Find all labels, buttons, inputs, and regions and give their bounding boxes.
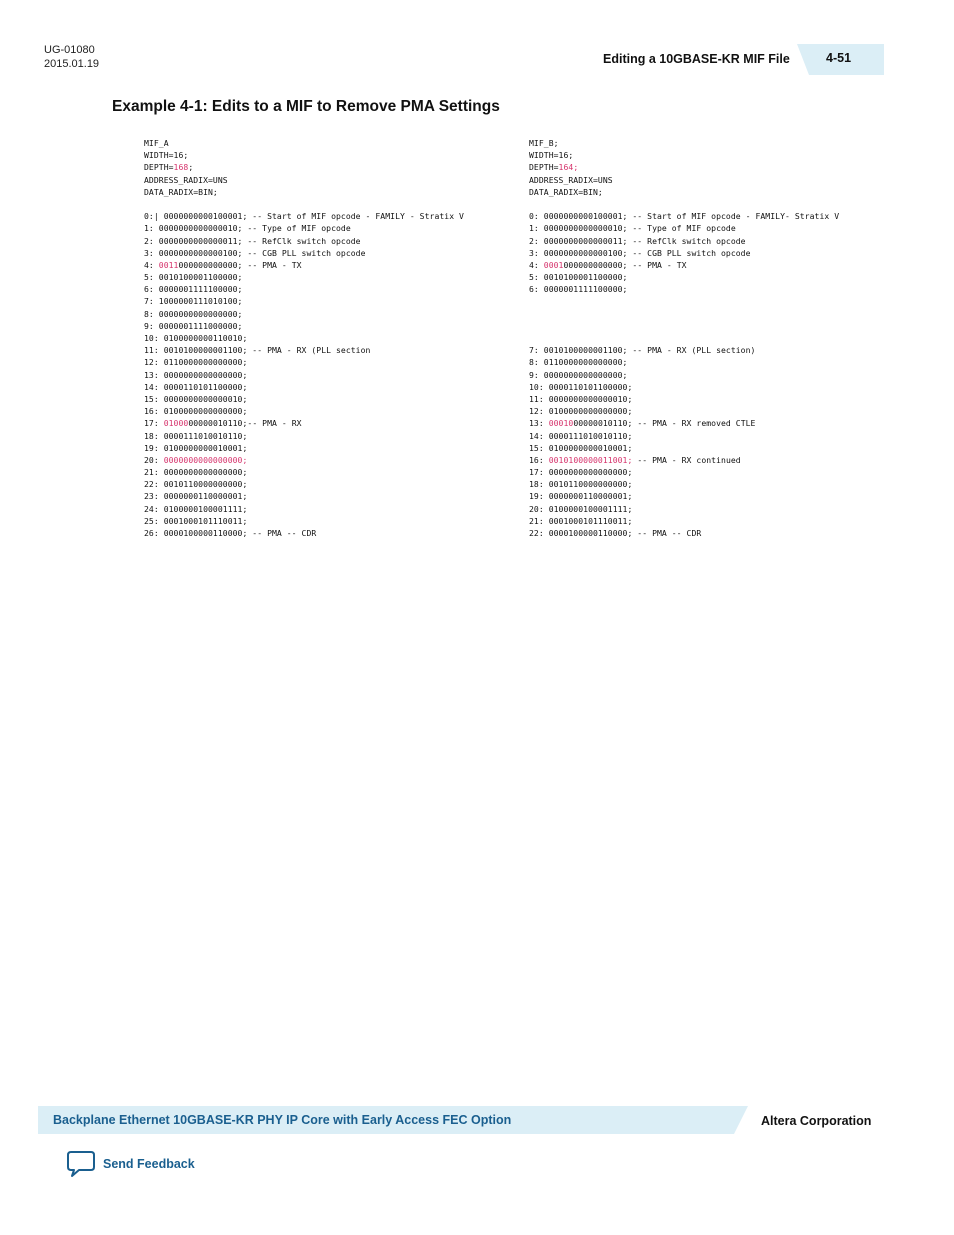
- mif-b-line: [529, 198, 839, 210]
- mif-a-line: [144, 295, 464, 307]
- mif-a-text: 12: 0110000000000000;: [144, 357, 248, 368]
- mif-b-line: [529, 356, 839, 368]
- mif-b-text: 6: 0000001111100000;: [529, 284, 628, 295]
- mif-a-text: 18: 0000111010010110;: [144, 430, 248, 441]
- mif-a-text: 21: 0000000000000000;: [144, 467, 248, 478]
- mif-b-highlight-text: 0010100000011001;: [548, 454, 633, 465]
- mif-a-line: [144, 515, 464, 527]
- send-feedback-link[interactable]: [66, 1150, 195, 1178]
- mif-b-text: 9: 0000000000000000;: [529, 369, 628, 380]
- mif-a-line: [144, 247, 464, 259]
- mif-a-text: 17:: [144, 418, 164, 429]
- mif-b-text: 000000000000; -- PMA - TX: [563, 259, 687, 270]
- mif-a-listing: [144, 137, 464, 539]
- mif-a-line: [144, 490, 464, 502]
- mif-a-highlight-text: 0011: [158, 259, 179, 270]
- company-name: Altera Corporation: [761, 1114, 872, 1128]
- mif-a-text: 0:| 0000000000100001; -- Start of MIF opcode - FAMILY - Stratix V: [144, 211, 464, 222]
- mif-a-line: [144, 198, 464, 210]
- mif-a-line: [144, 527, 464, 539]
- mif-b-line: [529, 283, 839, 295]
- mif-b-text: 16:: [529, 454, 549, 465]
- mif-a-text: 7: 1000000111010100;: [144, 296, 243, 307]
- mif-b-line: [529, 210, 839, 222]
- mif-b-text: 12: 0100000000000000;: [529, 406, 633, 417]
- document-id-block: [44, 43, 99, 71]
- mif-b-text: 2: 0000000000000011; -- RefClk switch opcode: [529, 235, 746, 246]
- mif-a-text: 22: 0010110000000000;: [144, 479, 248, 490]
- mif-b-text: DEPTH=: [529, 162, 559, 173]
- mif-a-line: [144, 271, 464, 283]
- mif-a-line: [144, 405, 464, 417]
- mif-a-text: 2: 0000000000000011; -- RefClk switch opcode: [144, 235, 361, 246]
- mif-b-line: [529, 527, 839, 539]
- mif-b-line: [529, 442, 839, 454]
- mif-b-line: [529, 247, 839, 259]
- mif-a-text: 15: 0000000000000010;: [144, 393, 248, 404]
- mif-b-text: 15: 0100000000010001;: [529, 442, 633, 453]
- speech-bubble-icon: [66, 1150, 96, 1178]
- mif-a-line: [144, 417, 464, 429]
- mif-a-line: [144, 149, 464, 161]
- mif-a-text: 16: 0100000000000000;: [144, 406, 248, 417]
- mif-a-line: [144, 174, 464, 186]
- mif-b-line: [529, 466, 839, 478]
- mif-a-line: [144, 308, 464, 320]
- mif-b-line: [529, 478, 839, 490]
- mif-b-line: [529, 308, 839, 320]
- mif-a-text: 4:: [144, 259, 159, 270]
- mif-b-line: [529, 381, 839, 393]
- mif-b-line: [529, 137, 839, 149]
- mif-b-line: [529, 222, 839, 234]
- mif-a-text: DEPTH=: [144, 162, 174, 173]
- mif-b-highlight-text: 164;: [558, 162, 579, 173]
- mif-a-text: MIF_A: [144, 138, 169, 148]
- mif-a-text: 20:: [144, 454, 164, 465]
- mif-a-line: [144, 210, 464, 222]
- mif-b-text: 0: 0000000000100001; -- Start of MIF opcode - FAMILY- Stratix V: [529, 211, 840, 222]
- mif-b-text: 21: 0001000101110011;: [529, 515, 633, 526]
- mif-a-text: 00000010110;-- PMA - RX: [188, 418, 302, 429]
- mif-b-line: [529, 161, 839, 173]
- mif-b-text: 19: 0000000110000001;: [529, 491, 633, 502]
- mif-a-line: [144, 503, 464, 515]
- mif-b-line: [529, 174, 839, 186]
- mif-a-text: 23: 0000000110000001;: [144, 491, 248, 502]
- mif-a-line: [144, 186, 464, 198]
- mif-a-text: 25: 0001000101110011;: [144, 515, 248, 526]
- mif-b-text: -- PMA - RX continued: [632, 454, 741, 465]
- mif-a-text: 1: 0000000000000010; -- Type of MIF opcode: [144, 223, 351, 234]
- mif-b-line: [529, 430, 839, 442]
- document-date: 2015.01.19: [44, 58, 100, 70]
- example-title: Example 4-1: Edits to a MIF to Remove PMA Settings: [112, 98, 500, 115]
- mif-a-line: [144, 332, 464, 344]
- mif-b-line: [529, 454, 839, 466]
- mif-a-highlight-text: 01000: [163, 418, 189, 429]
- section-title: Editing a 10GBASE-KR MIF File: [603, 52, 790, 66]
- mif-b-text: 4:: [529, 259, 544, 270]
- mif-a-text: 6: 0000001111100000;: [144, 284, 243, 295]
- mif-a-text: 11: 0010100000001100; -- PMA - RX (PLL section: [144, 345, 371, 356]
- mif-a-line: [144, 356, 464, 368]
- mif-b-line: [529, 320, 839, 332]
- mif-b-line: [529, 235, 839, 247]
- mif-a-text: DATA_RADIX=BIN;: [144, 186, 218, 197]
- mif-b-line: [529, 405, 839, 417]
- mif-a-line: [144, 454, 464, 466]
- mif-a-text: 10: 0100000000110010;: [144, 333, 248, 343]
- mif-b-line: [529, 149, 839, 161]
- mif-a-line: [144, 283, 464, 295]
- mif-a-text: 000000000000; -- PMA - TX: [178, 259, 302, 270]
- mif-a-line: [144, 478, 464, 490]
- mif-a-text: 5: 0010100001100000;: [144, 272, 243, 283]
- mif-b-line: [529, 186, 839, 198]
- mif-b-text: ADDRESS_RADIX=UNS: [529, 174, 613, 185]
- mif-b-text: WIDTH=16;: [529, 150, 574, 161]
- document-number: UG-01080: [44, 44, 95, 56]
- guide-title-link[interactable]: Backplane Ethernet 10GBASE-KR PHY IP Core with Early Access FEC Option: [53, 1113, 512, 1127]
- mif-a-text: WIDTH=16;: [144, 150, 189, 161]
- mif-a-text: 26: 0000100000110000; -- PMA -- CDR: [144, 528, 317, 538]
- mif-b-line: [529, 259, 839, 271]
- mif-a-text: 14: 0000110101100000;: [144, 381, 248, 392]
- mif-b-text: 17: 0000000000000000;: [529, 467, 633, 478]
- mif-b-text: 14: 0000111010010110;: [529, 430, 633, 441]
- mif-b-line: [529, 503, 839, 515]
- mif-b-text: 5: 0010100001100000;: [529, 272, 628, 283]
- mif-a-line: [144, 442, 464, 454]
- mif-b-highlight-text: 0001: [543, 259, 564, 270]
- mif-a-line: [144, 430, 464, 442]
- mif-a-text: 13: 0000000000000000;: [144, 369, 248, 380]
- mif-a-line: [144, 393, 464, 405]
- mif-b-text: 1: 0000000000000010; -- Type of MIF opcode: [529, 223, 736, 234]
- mif-a-text: 8: 0000000000000000;: [144, 308, 243, 319]
- mif-b-line: [529, 344, 839, 356]
- mif-b-line: [529, 271, 839, 283]
- mif-a-line: [144, 344, 464, 356]
- mif-b-highlight-text: 00010: [548, 418, 574, 429]
- mif-a-highlight-text: 0000000000000000;: [163, 454, 248, 465]
- mif-b-text: MIF_B;: [529, 138, 559, 148]
- mif-b-line: [529, 332, 839, 344]
- mif-b-line: [529, 369, 839, 381]
- mif-b-text: 8: 0110000000000000;: [529, 357, 628, 368]
- mif-b-text: 7: 0010100000001100; -- PMA - RX (PLL section): [529, 345, 756, 356]
- mif-b-line: [529, 515, 839, 527]
- send-feedback-label: Send Feedback: [103, 1157, 195, 1171]
- mif-b-text: 22: 0000100000110000; -- PMA -- CDR: [529, 528, 702, 538]
- mif-b-text: 10: 0000110101100000;: [529, 381, 633, 392]
- mif-a-line: [144, 369, 464, 381]
- mif-b-listing: [529, 137, 839, 539]
- mif-b-line: [529, 417, 839, 429]
- mif-a-line: [144, 320, 464, 332]
- mif-a-line: [144, 235, 464, 247]
- mif-b-text: 13:: [529, 418, 549, 429]
- mif-a-line: [144, 381, 464, 393]
- mif-b-text: 00000010110; -- PMA - RX removed CTLE: [573, 418, 756, 429]
- mif-a-text: ;: [188, 162, 194, 173]
- mif-a-line: [144, 259, 464, 271]
- mif-b-text: 20: 0100000100001111;: [529, 503, 633, 514]
- mif-b-text: 3: 0000000000000100; -- CGB PLL switch opcode: [529, 247, 751, 258]
- mif-a-text: 19: 0100000000010001;: [144, 442, 248, 453]
- mif-a-line: [144, 222, 464, 234]
- page-number: 4-51: [826, 51, 852, 65]
- mif-a-line: [144, 137, 464, 149]
- mif-b-text: 18: 0010110000000000;: [529, 479, 633, 490]
- mif-b-text: 11: 0000000000000010;: [529, 393, 633, 404]
- mif-b-text: DATA_RADIX=BIN;: [529, 186, 603, 197]
- mif-a-text: ADDRESS_RADIX=UNS: [144, 174, 228, 185]
- mif-a-text: 24: 0100000100001111;: [144, 503, 248, 514]
- mif-b-line: [529, 295, 839, 307]
- mif-a-text: 3: 0000000000000100; -- CGB PLL switch opcode: [144, 247, 366, 258]
- mif-a-line: [144, 466, 464, 478]
- mif-b-line: [529, 393, 839, 405]
- mif-a-text: 9: 0000001111000000;: [144, 320, 243, 331]
- mif-b-line: [529, 490, 839, 502]
- mif-a-highlight-text: 168: [173, 162, 189, 173]
- mif-a-line: [144, 161, 464, 173]
